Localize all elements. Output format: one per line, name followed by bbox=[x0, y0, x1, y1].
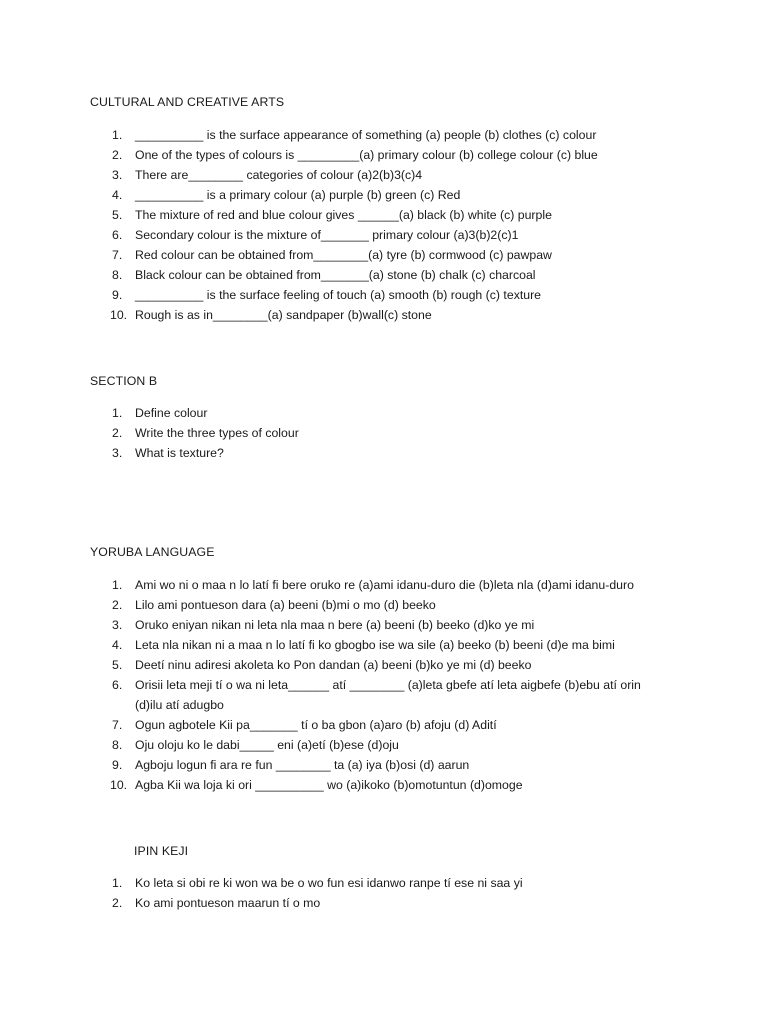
question-text: Agba Kii wa loja ki ori __________ wo (a)ikoko (b)omotuntun (d)omoge bbox=[135, 778, 523, 792]
item-number: 1. bbox=[112, 406, 123, 420]
list-item bbox=[90, 145, 710, 165]
item-number: 10. bbox=[110, 308, 128, 322]
section-title-cca: CULTURAL AND CREATIVE ARTS bbox=[90, 95, 285, 109]
question-text: __________ is a primary colour (a) purple (b) green (c) Red bbox=[135, 188, 461, 202]
ipin-keji-question-list bbox=[90, 873, 710, 913]
question-text: Rough is as in________(a) sandpaper (b)wall(c) stone bbox=[135, 308, 432, 322]
question-text: There are________ categories of colour (a)2(b)3(c)4 bbox=[135, 168, 423, 182]
item-number: 6. bbox=[112, 678, 123, 692]
item-number: 8. bbox=[112, 738, 123, 752]
item-number: 1. bbox=[112, 578, 123, 592]
question-text: Write the three types of colour bbox=[135, 426, 299, 440]
question-text: Ami wo ni o maa n lo latí fi bere oruko re (a)ami idanu-duro die (b)leta nla (d)ami idanu-duro bbox=[135, 578, 634, 592]
item-number: 5. bbox=[112, 658, 123, 672]
item-number: 2. bbox=[112, 896, 123, 910]
list-item bbox=[90, 305, 710, 325]
item-number: 9. bbox=[112, 288, 123, 302]
list-item bbox=[90, 443, 710, 463]
question-text: Black colour can be obtained from_______(a) stone (b) chalk (c) charcoal bbox=[135, 268, 536, 282]
yoruba-question-list bbox=[90, 575, 710, 795]
item-number: 9. bbox=[112, 758, 123, 772]
question-text-continued: (d)ilu atí adugbo bbox=[135, 698, 224, 712]
item-number: 7. bbox=[112, 718, 123, 732]
question-text: One of the types of colours is _________(a) primary colour (b) college colour (c) blue bbox=[135, 148, 598, 162]
list-item bbox=[90, 575, 710, 595]
item-number: 6. bbox=[112, 228, 123, 242]
section-title-yoruba: YORUBA LANGUAGE bbox=[90, 545, 215, 559]
list-item bbox=[90, 185, 710, 205]
item-number: 1. bbox=[112, 128, 123, 142]
item-number: 3. bbox=[112, 446, 123, 460]
item-number: 2. bbox=[112, 148, 123, 162]
list-item bbox=[90, 655, 710, 675]
question-text: Oju oloju ko le dabi_____ eni (a)etí (b)ese (d)oju bbox=[135, 738, 399, 752]
section-title-ipin-keji: IPIN KEJI bbox=[134, 844, 189, 858]
question-text: Ko ami pontueson maarun tí o mo bbox=[135, 896, 321, 910]
question-text: __________ is the surface feeling of touch (a) smooth (b) rough (c) texture bbox=[135, 288, 542, 302]
item-number: 3. bbox=[112, 168, 123, 182]
question-text: Leta nla nikan ni a maa n lo latí fi ko gbogbo ise wa sile (a) beeko (b) beeni (d)e ma bimi bbox=[135, 638, 615, 652]
list-item bbox=[90, 285, 710, 305]
question-text: Define colour bbox=[135, 406, 208, 420]
item-number: 2. bbox=[112, 598, 123, 612]
question-text: Orisii leta meji tí o wa ni leta______ atí ________ (a)leta gbefe atí leta aigbefe (b)ebu atí orin bbox=[135, 678, 641, 692]
question-text: Secondary colour is the mixture of_______ primary colour (a)3(b)2(c)1 bbox=[135, 228, 519, 242]
question-text: What is texture? bbox=[135, 446, 224, 460]
item-number: 2. bbox=[112, 426, 123, 440]
question-text: Oruko eniyan nikan ni leta nla maa n bere (a) beeni (b) beeko (d)ko ye mi bbox=[135, 618, 535, 632]
list-item bbox=[90, 755, 710, 775]
list-item bbox=[90, 595, 710, 615]
item-number: 4. bbox=[112, 188, 123, 202]
list-item bbox=[90, 635, 710, 655]
question-text: Red colour can be obtained from________(a) tyre (b) cormwood (c) pawpaw bbox=[135, 248, 552, 262]
list-item bbox=[90, 245, 710, 265]
list-item bbox=[90, 265, 710, 285]
list-item bbox=[90, 225, 710, 245]
item-number: 5. bbox=[112, 208, 123, 222]
cca-question-list bbox=[90, 125, 710, 325]
item-number: 8. bbox=[112, 268, 123, 282]
list-item bbox=[90, 735, 710, 755]
list-item bbox=[90, 893, 710, 913]
list-item bbox=[90, 125, 710, 145]
list-item bbox=[90, 873, 710, 893]
question-text: __________ is the surface appearance of something (a) people (b) clothes (c) colour bbox=[135, 128, 597, 142]
list-item bbox=[90, 615, 710, 635]
question-text: Agboju logun fi ara re fun ________ ta (a) iya (b)osi (d) aarun bbox=[135, 758, 470, 772]
list-item bbox=[90, 675, 710, 715]
item-number: 4. bbox=[112, 638, 123, 652]
list-item bbox=[90, 205, 710, 225]
list-item bbox=[90, 775, 710, 795]
list-item bbox=[90, 403, 710, 423]
section-b-question-list bbox=[90, 403, 710, 463]
item-number: 10. bbox=[110, 778, 128, 792]
item-number: 1. bbox=[112, 876, 123, 890]
list-item bbox=[90, 423, 710, 443]
question-text: Ogun agbotele Kii pa_______ tí o ba gbon (a)aro (b) afoju (d) Adití bbox=[135, 718, 497, 732]
question-text: Lilo ami pontueson dara (a) beeni (b)mi o mo (d) beeko bbox=[135, 598, 436, 612]
question-text: Ko leta si obi re ki won wa be o wo fun esi idanwo ranpe tí ese ni saa yi bbox=[135, 876, 523, 890]
list-item bbox=[90, 165, 710, 185]
list-item bbox=[90, 715, 710, 735]
item-number: 7. bbox=[112, 248, 123, 262]
section-title-section-b: SECTION B bbox=[90, 374, 158, 388]
question-text: The mixture of red and blue colour gives ______(a) black (b) white (c) purple bbox=[135, 208, 552, 222]
question-text: Deetí ninu adiresi akoleta ko Pon dandan (a) beeni (b)ko ye mi (d) beeko bbox=[135, 658, 532, 672]
item-number: 3. bbox=[112, 618, 123, 632]
